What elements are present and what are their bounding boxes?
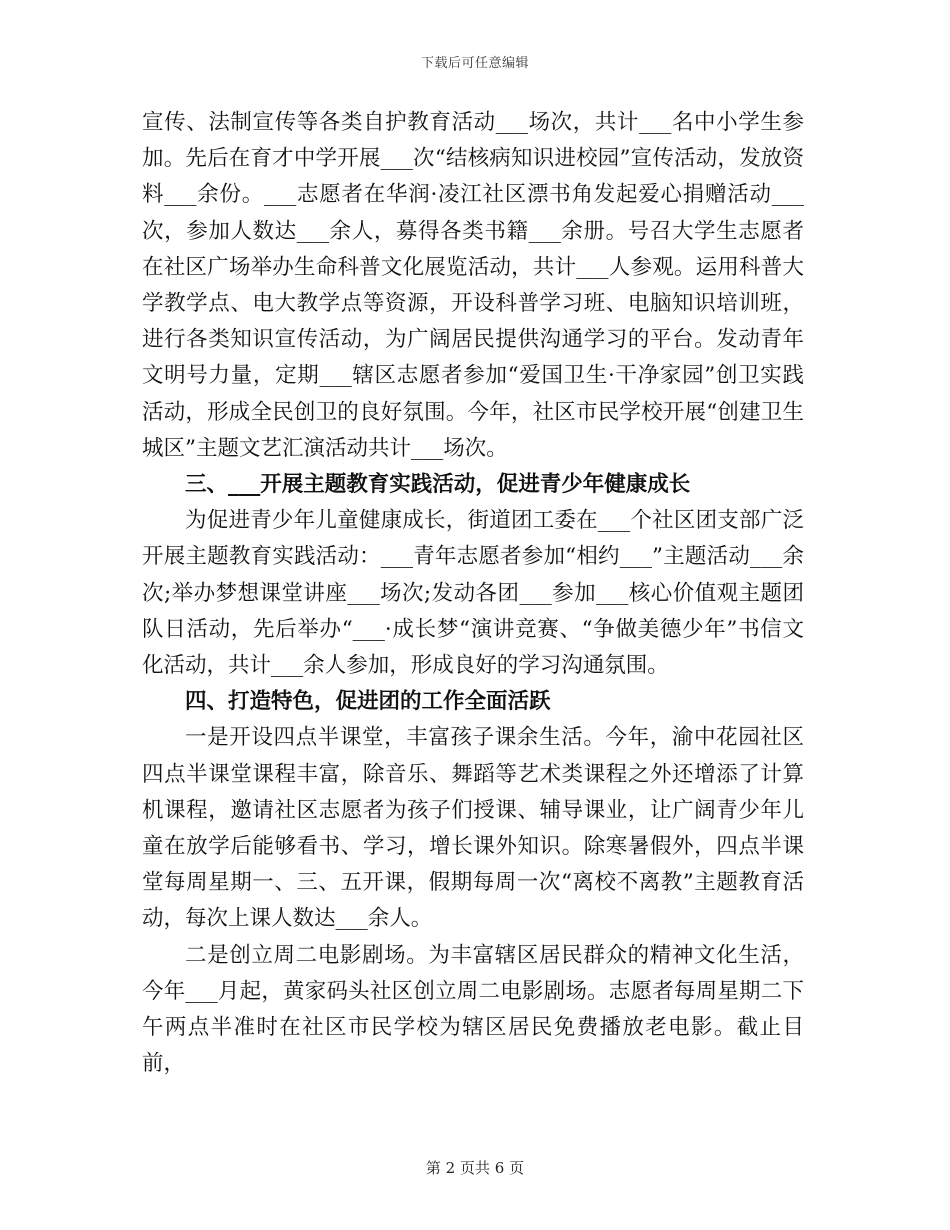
section-heading-4: 四、打造特色，促进团的工作全面活跃 <box>185 689 551 715</box>
paragraph-continuation: 宣传、法制宣传等各类自护教育活动___场次，共计___名中小学生参加。先后在育才中学开展___次“结核病知识进校园”宣传活动，发放资料___余份。___志愿者在华润·凌江社区漂书角发起爱心捐赠活动___次，参加人数达___余人，募得各类书籍___余册。号召大学生志愿者在社区广场举办生命科普文化展览活动，共计___人参观。运用科普大学教学点、电大教学点等资源，开设科普学习班、电脑知识培训班，进行各类知识宣传活动，为广阔居民提供沟通学习的平台。发动青年文明号力量，定期___辖区志愿者参加“爱国卫生·干净家园”创卫实践活动，形成全民创卫的良好氛围。今年，社区市民学校开展“创建卫生城区”主题文艺汇演活动共计___场次。 <box>142 110 804 461</box>
paragraph-afterschool-class: 一是开设四点半课堂，丰富孩子课余生活。今年，渝中花园社区四点半课堂课程丰富，除音乐、舞蹈等艺术类课程之外还增添了计算机课程，邀请社区志愿者为孩子们授课、辅导课业，让广阔青少年儿童在放学后能够看书、学习，增长课外知识。除寒暑假外，四点半课堂每周星期一、三、五开课，假期每周一次“离校不离教”主题教育活动，每次上课人数达___余人。 <box>142 725 804 932</box>
section-heading-3: 三、___开展主题教育实践活动，促进青少年健康成长 <box>185 472 691 498</box>
paragraph-youth-education: 为促进青少年儿童健康成长，街道团工委在___个社区团支部广泛开展主题教育实践活动：___青年志愿者参加“相约___”主题活动___余次;举办梦想课堂讲座___场次;发动各团___参加___核心价值观主题团队日活动，先后举办“___·成长梦“演讲竞赛、“争做美德少年”书信文化活动，共计___余人参加，形成良好的学习沟通氛围。 <box>142 508 804 679</box>
page-footer: 第 2 页共 6 页 <box>425 1159 525 1177</box>
paragraph-movie-theater: 二是创立周二电影剧场。为丰富辖区居民群众的精神文化生活，今年___月起，黄家码头社区创立周二电影剧场。志愿者每周星期二下午两点半准时在社区市民学校为辖区居民免费播放老电影。截止目前， <box>142 942 804 1077</box>
page-header: 下载后可任意编辑 <box>420 56 529 71</box>
document-body <box>142 105 804 1082</box>
